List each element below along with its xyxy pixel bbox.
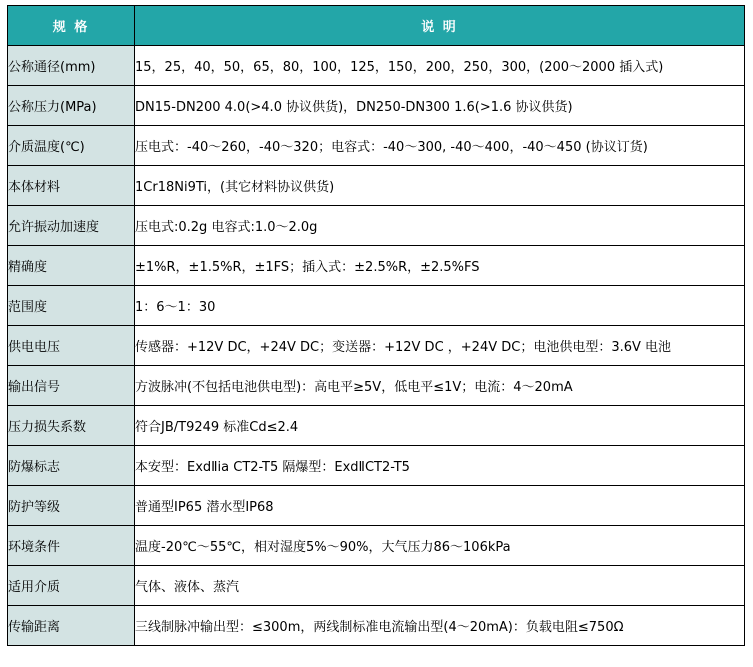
table-row [8, 86, 745, 126]
row-label: 防爆标志 [8, 446, 135, 486]
row-label: 本体材料 [8, 166, 135, 206]
table-row [8, 526, 745, 566]
table-row [8, 446, 745, 486]
row-label: 压力损失系数 [8, 406, 135, 446]
table-row [8, 606, 745, 646]
row-value: DN15-DN200 4.0(>4.0 协议供货)，DN250-DN300 1.6(>1.6 协议供货) [135, 86, 745, 126]
spec-table [7, 5, 745, 646]
table-row [8, 166, 745, 206]
row-label: 公称通径(mm) [8, 46, 135, 86]
row-value: 1：6～1：30 [135, 286, 745, 326]
row-value: 传感器：+12V DC，+24V DC；变送器：+12V DC ，+24V DC；电池供电型：3.6V 电池 [135, 326, 745, 366]
row-value: 三线制脉冲输出型：≤300m，两线制标准电流输出型(4～20mA)：负载电阻≤750Ω [135, 606, 745, 646]
header-spec: 规 格 [8, 6, 135, 46]
row-label: 范围度 [8, 286, 135, 326]
row-label: 适用介质 [8, 566, 135, 606]
row-value: 1Cr18Ni9Ti，(其它材料协议供货) [135, 166, 745, 206]
row-label: 环境条件 [8, 526, 135, 566]
table-row [8, 46, 745, 86]
row-value: 压电式：-40～260，-40～320；电容式：-40～300, -40～400，-40～450 (协议订货) [135, 126, 745, 166]
row-label: 供电电压 [8, 326, 135, 366]
row-label: 输出信号 [8, 366, 135, 406]
row-label: 传输距离 [8, 606, 135, 646]
row-value: 普通型IP65 潜水型IP68 [135, 486, 745, 526]
table-row [8, 246, 745, 286]
table-row [8, 206, 745, 246]
row-value: 符合JB/T9249 标准Cd≤2.4 [135, 406, 745, 446]
header-description: 说 明 [135, 6, 745, 46]
table-row [8, 406, 745, 446]
row-value: 温度-20℃～55℃，相对湿度5%～90%，大气压力86～106kPa [135, 526, 745, 566]
table-row [8, 366, 745, 406]
table-header-row [8, 6, 745, 46]
row-value: 本安型：ExdⅡia CT2-T5 隔爆型：ExdⅡCT2-T5 [135, 446, 745, 486]
table-row [8, 126, 745, 166]
table-row [8, 486, 745, 526]
row-value: ±1%R，±1.5%R，±1FS；插入式：±2.5%R，±2.5%FS [135, 246, 745, 286]
row-value: 压电式:0.2g 电容式:1.0～2.0g [135, 206, 745, 246]
row-value: 方波脉冲(不包括电池供电型)：高电平≥5V，低电平≤1V；电流：4～20mA [135, 366, 745, 406]
row-label: 防护等级 [8, 486, 135, 526]
table-row [8, 286, 745, 326]
row-label: 允许振动加速度 [8, 206, 135, 246]
row-label: 介质温度(℃) [8, 126, 135, 166]
row-label: 精确度 [8, 246, 135, 286]
row-value: 气体、液体、蒸汽 [135, 566, 745, 606]
row-value: 15，25，40，50，65，80，100，125，150，200，250，300，(200～2000 插入式) [135, 46, 745, 86]
row-label: 公称压力(MPa) [8, 86, 135, 126]
table-row [8, 326, 745, 366]
table-row [8, 566, 745, 606]
